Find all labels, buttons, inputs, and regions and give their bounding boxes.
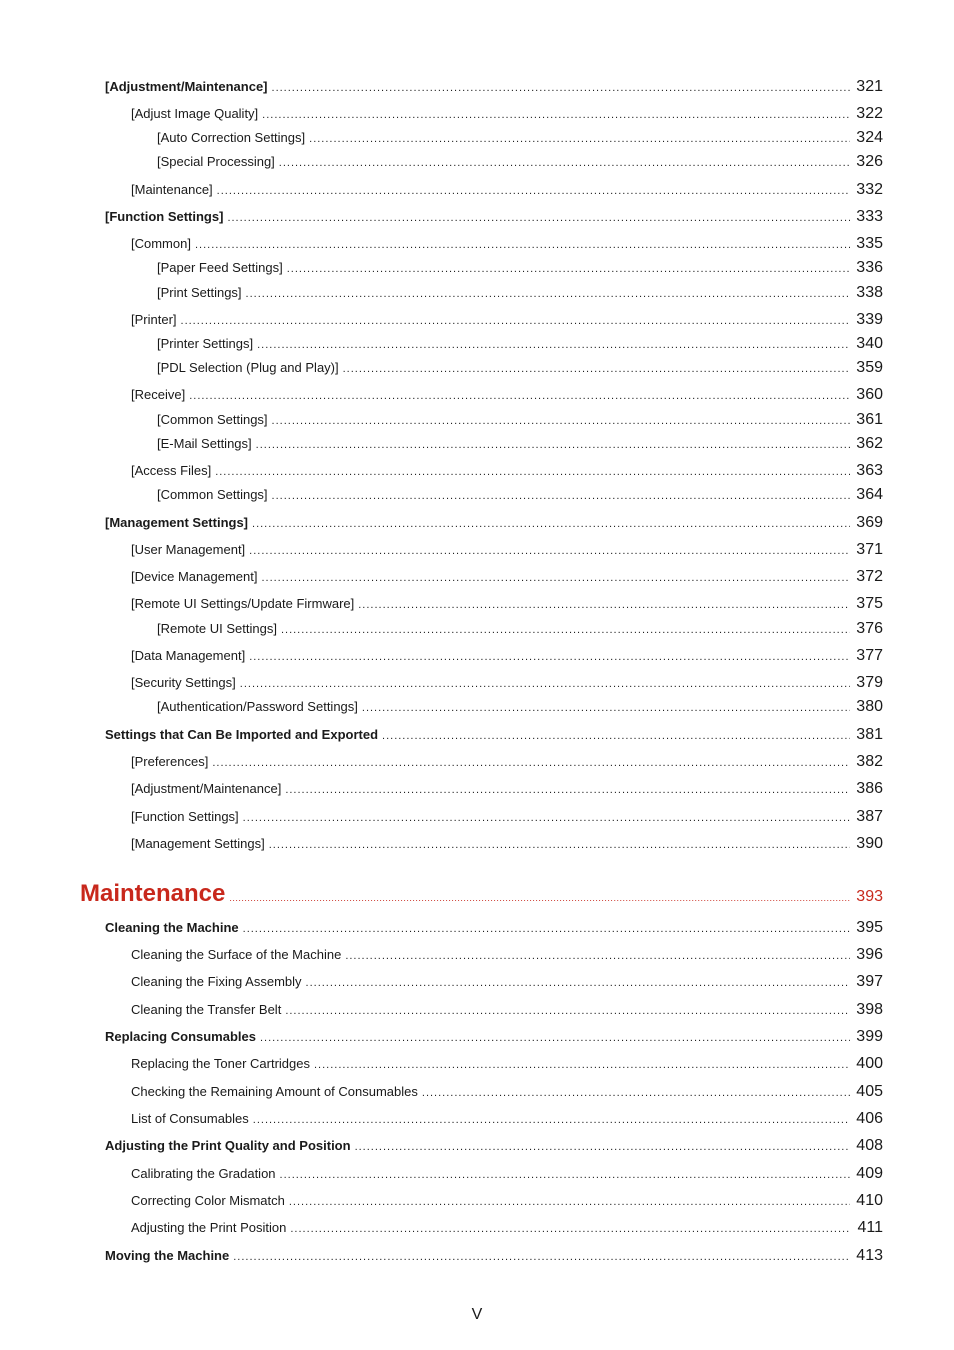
dot-leader <box>285 1005 850 1017</box>
toc-entry-title: [Common] <box>131 236 191 251</box>
toc-entry-title: [Security Settings] <box>131 675 236 690</box>
toc-entry-page: 396 <box>856 946 883 963</box>
toc-entry-title: Correcting Color Mismatch <box>131 1193 285 1208</box>
toc-entry[interactable] <box>105 208 883 226</box>
dot-leader <box>289 1196 850 1208</box>
dot-leader <box>249 545 850 557</box>
dot-leader <box>287 263 851 275</box>
dot-leader <box>345 950 850 962</box>
toc-entry-page: 398 <box>856 1001 883 1018</box>
dot-leader <box>272 490 851 502</box>
toc-entry-title: [Special Processing] <box>157 154 275 169</box>
toc-entry[interactable] <box>105 1137 883 1155</box>
dot-leader <box>253 1114 851 1126</box>
toc-entry[interactable] <box>157 259 883 277</box>
toc-entry-title: [Function Settings] <box>105 209 224 224</box>
toc-entry-title: [Remote UI Settings/Update Firmware] <box>131 596 355 611</box>
toc-entry[interactable] <box>157 435 883 453</box>
toc-entry[interactable] <box>131 595 883 613</box>
dot-leader <box>309 133 850 145</box>
dot-leader <box>233 1251 850 1263</box>
toc-entry-page: 395 <box>856 919 883 936</box>
toc-entry[interactable] <box>157 359 883 377</box>
toc-entry[interactable] <box>131 1055 883 1073</box>
toc-entry-page: 409 <box>856 1165 883 1182</box>
toc-entry-page: 333 <box>856 208 883 225</box>
toc-entry[interactable] <box>105 919 883 937</box>
toc-entry-page: 364 <box>856 486 883 503</box>
toc-entry[interactable] <box>131 1083 883 1101</box>
toc-entry-page: 413 <box>856 1247 883 1264</box>
toc-entry-page: 410 <box>856 1192 883 1209</box>
toc-entry[interactable] <box>131 105 883 123</box>
toc-entry[interactable] <box>131 462 883 480</box>
toc-entry-page: 381 <box>856 726 883 743</box>
toc-entry-title: Moving the Machine <box>105 1248 230 1263</box>
toc-entry-page: 377 <box>856 647 883 664</box>
dot-leader <box>272 415 851 427</box>
toc-entry-title: [Device Management] <box>131 569 258 584</box>
toc-entry[interactable] <box>157 411 883 429</box>
toc-entry[interactable] <box>131 311 883 329</box>
toc-entry[interactable] <box>157 284 883 302</box>
dot-leader <box>229 893 850 903</box>
toc-entry-title: [Printer Settings] <box>157 336 254 351</box>
dot-leader <box>240 678 851 690</box>
toc-entry-page: 336 <box>856 259 883 276</box>
toc-entry-title: [Adjustment/Maintenance] <box>105 79 268 94</box>
toc-entry[interactable] <box>131 1219 883 1237</box>
toc-entry[interactable] <box>157 153 883 171</box>
toc-entry-title: Cleaning the Fixing Assembly <box>131 974 302 989</box>
toc-entry[interactable] <box>105 726 883 744</box>
toc-entry-title: Checking the Remaining Amount of Consumables <box>131 1084 418 1099</box>
dot-leader <box>249 651 850 663</box>
toc-entry-title: [Function Settings] <box>131 809 239 824</box>
dot-leader <box>269 839 851 851</box>
dot-leader <box>246 288 851 300</box>
toc-entry-title: [Printer] <box>131 312 177 327</box>
toc-entry-page: 324 <box>856 129 883 146</box>
toc-entry-title: [User Management] <box>131 542 246 557</box>
dot-leader <box>256 439 851 451</box>
toc-entry[interactable] <box>157 698 883 716</box>
toc-entry[interactable] <box>131 1001 883 1019</box>
toc-entry-page: 393 <box>856 888 883 905</box>
toc-entry[interactable] <box>131 808 883 826</box>
toc-entry-page: 387 <box>856 808 883 825</box>
toc-entry[interactable] <box>105 1247 883 1265</box>
toc-entry-page: 386 <box>856 780 883 797</box>
toc-entry-title: [Adjustment/Maintenance] <box>131 781 282 796</box>
toc-entry-page: 339 <box>856 311 883 328</box>
toc-entry[interactable] <box>105 514 883 532</box>
toc-entry-page: 322 <box>856 105 883 122</box>
toc-entry-title: [Authentication/Password Settings] <box>157 699 358 714</box>
toc-entry-page: 390 <box>856 835 883 852</box>
toc-entry-page: 371 <box>856 541 883 558</box>
toc-entry-page: 408 <box>856 1137 883 1154</box>
toc-entry-page: 399 <box>856 1028 883 1045</box>
toc-entry-page: 326 <box>856 153 883 170</box>
toc-entry-title: Adjusting the Print Position <box>131 1220 287 1235</box>
toc-entry-title: Settings that Can Be Imported and Exported <box>105 727 379 742</box>
dot-leader <box>252 518 850 530</box>
toc-entry-title: [Adjust Image Quality] <box>131 106 259 121</box>
toc-entry[interactable] <box>131 386 883 404</box>
toc-entry[interactable] <box>131 1110 883 1128</box>
toc-entry-page: 335 <box>856 235 883 252</box>
dot-leader <box>358 599 850 611</box>
toc-entry[interactable] <box>105 78 883 96</box>
toc-entry-title: [Maintenance] <box>131 182 213 197</box>
dot-leader <box>257 339 850 351</box>
toc-entry[interactable] <box>157 486 883 504</box>
dot-leader <box>422 1087 850 1099</box>
toc-entry[interactable] <box>131 973 883 991</box>
dot-leader <box>285 784 850 796</box>
dot-leader <box>212 757 850 769</box>
toc-entry-title: [Paper Feed Settings] <box>157 260 283 275</box>
dot-leader <box>181 315 851 327</box>
dot-leader <box>260 1032 850 1044</box>
toc-entry-title: Replacing the Toner Cartridges <box>131 1056 310 1071</box>
toc-entry-title: [PDL Selection (Plug and Play)] <box>157 360 339 375</box>
dot-leader <box>189 390 850 402</box>
dot-leader <box>272 82 851 94</box>
toc-entry-title: [Management Settings] <box>131 836 265 851</box>
toc-entry-page: 406 <box>856 1110 883 1127</box>
dot-leader <box>281 624 850 636</box>
dot-leader <box>306 977 851 989</box>
toc-entry-title: [Preferences] <box>131 754 209 769</box>
toc-entry[interactable] <box>131 780 883 798</box>
toc-entry[interactable] <box>131 568 883 586</box>
toc-entry[interactable] <box>131 753 883 771</box>
dot-leader <box>262 109 850 121</box>
toc-entry-page: 363 <box>856 462 883 479</box>
toc-entry-title: [Management Settings] <box>105 515 249 530</box>
toc-entry[interactable] <box>131 674 883 692</box>
toc-entry[interactable] <box>131 647 883 665</box>
chapter-entry[interactable] <box>80 880 883 908</box>
dot-leader <box>243 923 851 935</box>
toc-entry[interactable] <box>131 946 883 964</box>
toc-entry-title: Cleaning the Transfer Belt <box>131 1002 282 1017</box>
toc-entry[interactable] <box>131 541 883 559</box>
toc-entry-page: 359 <box>856 359 883 376</box>
toc-entry-page: 362 <box>856 435 883 452</box>
toc-entry-title: Calibrating the Gradation <box>131 1166 276 1181</box>
dot-leader <box>195 239 850 251</box>
toc-entry-page: 379 <box>856 674 883 691</box>
toc-entry-title: Cleaning the Machine <box>105 920 239 935</box>
toc-entry-page: 411 <box>857 1219 883 1236</box>
dot-leader <box>261 572 850 584</box>
toc-entry-page: 375 <box>856 595 883 612</box>
toc-entry-title: Cleaning the Surface of the Machine <box>131 947 342 962</box>
toc-entry-page: 405 <box>856 1083 883 1100</box>
dot-leader <box>280 1169 851 1181</box>
toc-entry[interactable] <box>105 1028 883 1046</box>
toc-entry-title: [Remote UI Settings] <box>157 621 277 636</box>
dot-leader <box>382 730 850 742</box>
dot-leader <box>362 702 850 714</box>
dot-leader <box>355 1141 851 1153</box>
toc-entry-title: [Receive] <box>131 387 186 402</box>
toc-entry-page: 380 <box>856 698 883 715</box>
dot-leader <box>227 212 850 224</box>
toc-entry-title: [Print Settings] <box>157 285 242 300</box>
toc-entry[interactable] <box>131 181 883 199</box>
toc-entry-title: [Data Management] <box>131 648 246 663</box>
dot-leader <box>215 466 850 478</box>
toc-entry-page: 338 <box>856 284 883 301</box>
toc-entry-title: [Auto Correction Settings] <box>157 130 306 145</box>
toc-entry-page: 382 <box>856 753 883 770</box>
toc-entry-title: Adjusting the Print Quality and Position <box>105 1138 351 1153</box>
toc-entry-title: List of Consumables <box>131 1111 249 1126</box>
toc-entry-page: 369 <box>856 514 883 531</box>
dot-leader <box>290 1223 851 1235</box>
toc-entry[interactable] <box>131 235 883 253</box>
dot-leader <box>279 157 851 169</box>
toc-entry-title: [Common Settings] <box>157 412 268 427</box>
toc-entry-page: 332 <box>856 181 883 198</box>
toc-entry-page: 397 <box>856 973 883 990</box>
toc-entry-page: 361 <box>856 411 883 428</box>
toc-entry-title: [Common Settings] <box>157 487 268 502</box>
toc-entry-title: Replacing Consumables <box>105 1029 256 1044</box>
toc-entry[interactable] <box>131 1165 883 1183</box>
toc-entry[interactable] <box>131 1192 883 1210</box>
toc-entry-title: [E-Mail Settings] <box>157 436 252 451</box>
toc-entry[interactable] <box>157 335 883 353</box>
dot-leader <box>314 1059 850 1071</box>
toc-entry[interactable] <box>157 620 883 638</box>
toc-entry-title: Maintenance <box>80 880 226 907</box>
toc-entry[interactable] <box>157 129 883 147</box>
toc-entry-page: 400 <box>856 1055 883 1072</box>
dot-leader <box>243 812 851 824</box>
toc-entry-title: [Access Files] <box>131 463 212 478</box>
dot-leader <box>343 363 851 375</box>
toc-entry-page: 360 <box>856 386 883 403</box>
toc-entry[interactable] <box>131 835 883 853</box>
toc-entry-page: 376 <box>856 620 883 637</box>
toc-entry-page: 321 <box>856 78 883 95</box>
page-number: V <box>471 1306 483 1323</box>
toc-entry-page: 340 <box>856 335 883 352</box>
dot-leader <box>217 185 851 197</box>
toc-entry-page: 372 <box>856 568 883 585</box>
